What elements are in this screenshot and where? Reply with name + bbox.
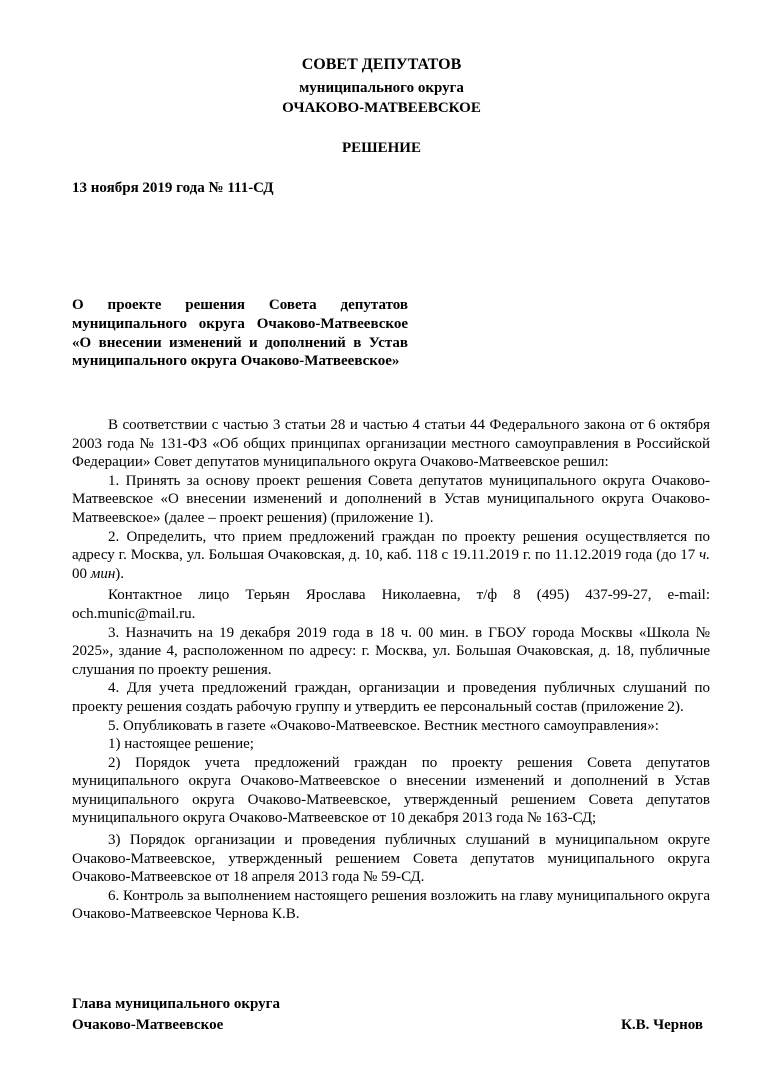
- item-5-2-paragraph: 2) Порядок учета предложений граждан по проекту решения Совета депутатов муниципального округа Очаково-Матвеевское о внесении изменений и дополнений в Устав муниципального округа Очаково-Матвеевское, утвержденный решением Совета депутатов муниципального округа Очаково-Матвеевское от 10 декабря 2013 года № 163-СД;: [72, 754, 710, 827]
- contact-paragraph: Контактное лицо Терьян Ярослава Николаевна, т/ф 8 (495) 437-99-27, e-mail: och.munic@mail.ru.: [72, 587, 710, 622]
- item-5-paragraph: 5. Опубликовать в газете «Очаково-Матвеевское. Вестник местного самоуправления»:: [108, 717, 659, 734]
- date-and-number: 13 ноября 2019 года № 111-СД: [72, 180, 274, 196]
- preamble-paragraph: В соответствии с частью 3 статьи 28 и частью 4 статьи 44 Федерального закона от 6 октября 2003 года № 131-ФЗ «Об общих принципах организации местного самоуправления в Российской Федерации» Совет депутатов муниципального округа Очаково-Матвеевское решил:: [72, 417, 710, 471]
- minutes-abbrev: мин: [90, 565, 116, 582]
- item-6-paragraph: 6. Контроль за выполнением настоящего решения возложить на главу муниципального округа Очаково-Матвеевское Чернова К.В.: [72, 887, 711, 923]
- item-5-3-paragraph: 3) Порядок организации и проведения публичных слушаний в муниципальном округе Очаково-Матвеевское, утвержденный решением Совета депутатов муниципального округа Очаково-Матвеевское от 18 апреля 2013 года № 59-СД.: [72, 832, 710, 886]
- signatory-name: К.В. Чернов: [620, 1017, 703, 1033]
- document-type-heading: РЕШЕНИЕ: [342, 140, 421, 156]
- signatory-title: Глава муниципального округа: [72, 996, 280, 1012]
- hours-abbrev: ч.: [699, 547, 710, 564]
- district-name-heading: ОЧАКОВО-МАТВЕЕВСКОЕ: [282, 100, 481, 116]
- decision-body: [72, 416, 710, 924]
- district-type-heading: муниципального округа: [299, 80, 464, 96]
- decision-subject: О проекте решения Совета депутатов муниципального округа Очаково-Матвеевское «О внесении изменений и дополнений в Устав муниципального округа Очаково-Матвеевское»: [72, 297, 408, 370]
- item-3-paragraph: 3. Назначить на 19 декабря 2019 года в 18 ч. 00 мин. в ГБОУ города Москвы «Школа № 2025», здание 4, расположенном по адресу: г. Москва, ул. Большая Очаковская, д. 18, публичные слушания по проекту решения.: [72, 624, 710, 678]
- item-1-paragraph: 1. Принять за основу проект решения Совета депутатов муниципального округа Очаково-Матвеевское «О внесении изменений и дополнений в Устав муниципального округа Очаково-Матвеевское» (далее – проект решения) (приложение 1).: [72, 472, 710, 526]
- item-2-end: ).: [115, 565, 125, 582]
- council-heading: СОВЕТ ДЕПУТАТОВ: [301, 56, 462, 73]
- item-2-text: 2. Определить, что прием предложений граждан по проекту решения осуществляется по адресу г. Москва, ул. Большая Очаковская, д. 10, каб. 118 с 19.11.2019 г. по 11.12.2019 года (до 17: [72, 528, 710, 564]
- item-4-paragraph: 4. Для учета предложений граждан, организации и проведения публичных слушаний по проекту решения создать рабочую группу и утвердить ее персональный состав (приложение 2).: [72, 680, 710, 715]
- item-2-minutes: 00: [72, 565, 91, 582]
- item-2-paragraph: [72, 528, 710, 584]
- signatory-organization: Очаково-Матвеевское: [72, 1017, 224, 1033]
- item-5-1-paragraph: 1) настоящее решение;: [108, 736, 254, 753]
